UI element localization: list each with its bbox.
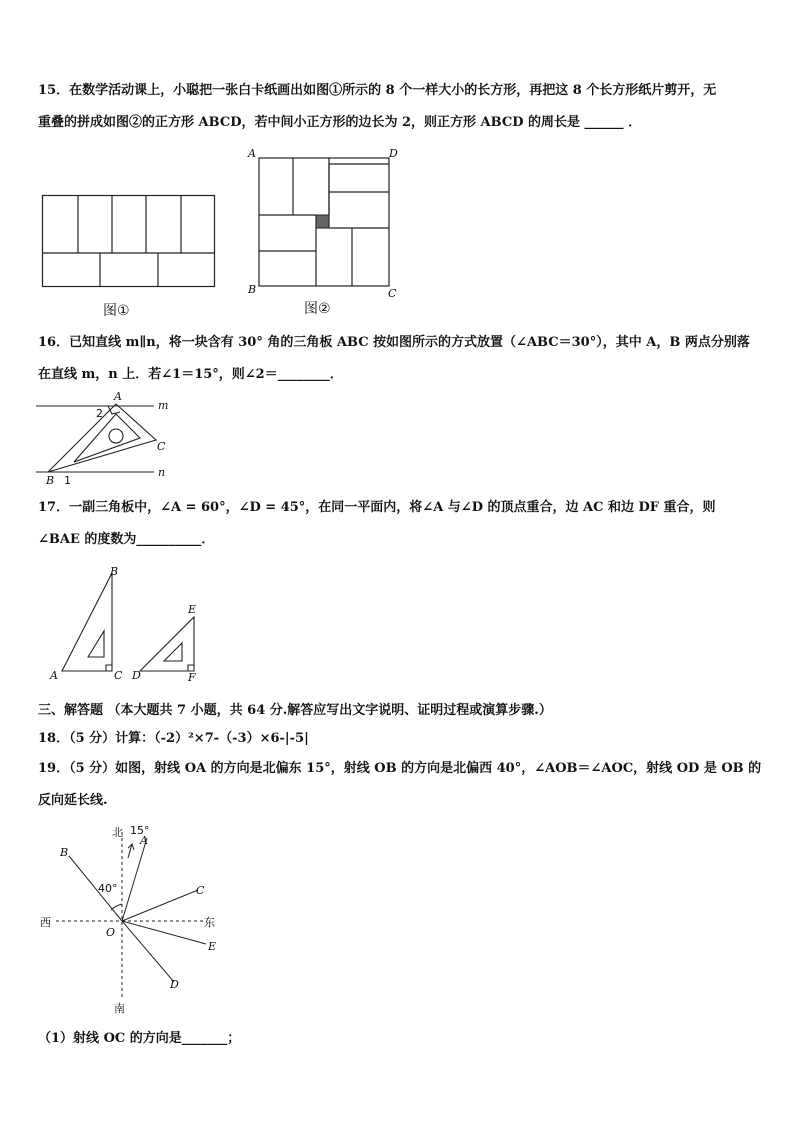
q17-figure bbox=[46, 565, 216, 690]
q16-label-A: A bbox=[114, 390, 122, 403]
q15-figure-1 bbox=[42, 195, 216, 287]
q16-label-n: n bbox=[158, 466, 166, 479]
q15-small-square bbox=[316, 215, 329, 228]
q15-label-D: D bbox=[389, 147, 398, 160]
q17-label-C: C bbox=[114, 669, 123, 682]
q18-text: 18．（5 分）计算：（-2）²×7-（-3）×6-|-5| bbox=[38, 731, 309, 746]
q16-line-2: 在直线 m，n 上．若∠1＝15°，则∠2＝________． bbox=[38, 367, 343, 382]
section-3-heading: 三、解答题 （本大题共 7 小题，共 64 分.解答应写出文字说明、证明过程或演算步骤.） bbox=[38, 703, 552, 718]
q15-figure-2 bbox=[246, 145, 406, 305]
q15-label-C: C bbox=[388, 287, 397, 300]
q16-label-angle-1: 1 bbox=[64, 474, 71, 487]
q15-figure-1-caption: 图① bbox=[103, 303, 130, 319]
q15-label-A: A bbox=[248, 147, 256, 160]
q19-label-angle-15: 15° bbox=[130, 824, 150, 837]
q15-figure-2-caption: 图② bbox=[304, 301, 331, 317]
q17-label-F: F bbox=[188, 671, 196, 684]
q19-label-A: A bbox=[140, 834, 148, 847]
q15-line-2: 重叠的拼成如图②的正方形 ABCD，若中间小正方形的边长为 2，则正方形 ABCD 的周长是 ______ ． bbox=[38, 115, 642, 130]
q19-line-2: 反向延长线. bbox=[38, 793, 108, 808]
q17-label-A: A bbox=[50, 669, 58, 682]
q17-label-B: B bbox=[110, 565, 119, 578]
q17-line-1: 17．一副三角板中，∠A = 60°，∠D = 45°，在同一平面内，将∠A 与∠D 的顶点重合，边 AC 和边 DF 重合，则 bbox=[38, 500, 716, 515]
q19-label-B: B bbox=[60, 846, 69, 859]
q15-line-1: 15．在数学活动课上，小聪把一张白卡纸画出如图①所示的 8 个一样大小的长方形，再把这 8 个长方形纸片剪开，无 bbox=[38, 83, 717, 98]
q16-line-1: 16．已知直线 m∥n，将一块含有 30° 角的三角板 ABC 按如图所示的方式放置（∠ABC＝30°），其中 A，B 两点分别落 bbox=[38, 335, 750, 350]
q19-sub-1: （1）射线 OC 的方向是_______； bbox=[38, 1031, 241, 1046]
q16-figure bbox=[36, 390, 176, 485]
q17-line-2: ∠BAE 的度数为__________． bbox=[38, 532, 215, 547]
q19-label-O: O bbox=[106, 926, 116, 939]
q19-label-C: C bbox=[196, 884, 205, 897]
q16-label-angle-2: 2 bbox=[96, 407, 103, 420]
q15-label-B: B bbox=[248, 283, 257, 296]
q16-label-C: C bbox=[157, 440, 166, 453]
q19-label-north: 北 bbox=[112, 826, 123, 839]
q19-label-south: 南 bbox=[114, 1002, 125, 1015]
q19-line-1: 19．（5 分）如图，射线 OA 的方向是北偏东 15°，射线 OB 的方向是北偏西 40°，∠AOB＝∠AOC，射线 OD 是 OB 的 bbox=[38, 761, 762, 776]
q17-label-D: D bbox=[132, 669, 141, 682]
q19-figure bbox=[36, 822, 236, 1022]
q16-label-B: B bbox=[46, 474, 55, 487]
q19-label-west: 西 bbox=[40, 916, 51, 929]
q17-label-E: E bbox=[188, 603, 197, 616]
q19-label-E: E bbox=[208, 940, 217, 953]
q19-label-angle-40: 40° bbox=[98, 882, 118, 895]
q19-label-east: 东 bbox=[204, 916, 215, 929]
q16-label-m: m bbox=[158, 399, 169, 412]
q19-label-D: D bbox=[170, 978, 179, 991]
